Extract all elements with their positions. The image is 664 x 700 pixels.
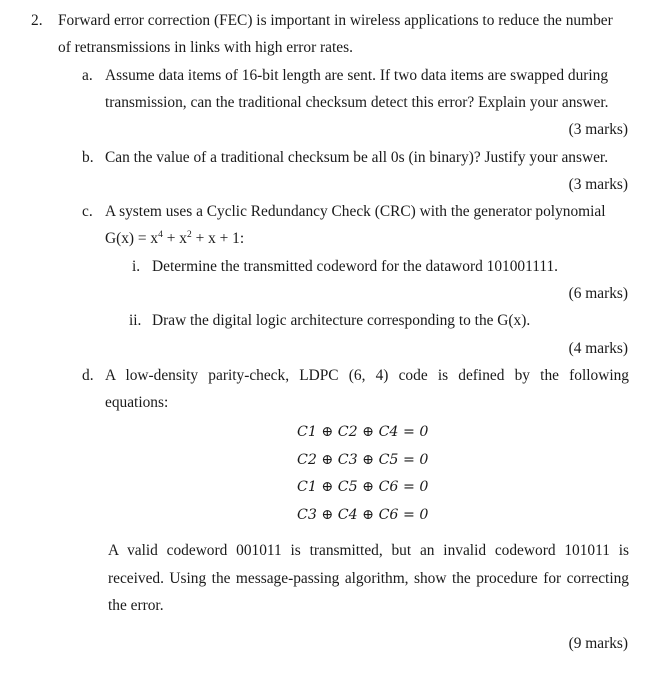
part-c-i-text: Determine the transmitted codeword for the dataword 101001111.: [152, 258, 559, 275]
ldpc-equation-2: C2 ⊕ C3 ⊕ C5 = 0: [297, 452, 429, 468]
part-d-marks: (9 marks): [568, 635, 628, 652]
question-intro-line-1: Forward error correction (FEC) is important in wireless applications to reduce the number: [58, 12, 613, 29]
part-d-label: d.: [82, 367, 94, 384]
part-d-line-2: equations:: [105, 394, 169, 411]
part-b-line-1: Can the value of a traditional checksum be all 0s (in binary)? Justify your answer.: [105, 149, 609, 166]
part-c-i-label: i.: [132, 258, 141, 275]
part-d-para-line-1: A valid codeword 001011 is transmitted, but an invalid codeword 101011 is: [108, 542, 629, 559]
poly-exp-2: 2: [186, 230, 192, 240]
question-intro-line-2: of retransmissions in links with high error rates.: [58, 39, 353, 56]
part-d-para-line-3: the error.: [108, 597, 164, 614]
poly-exp-1: 4: [158, 230, 163, 240]
ldpc-equation-4: C3 ⊕ C4 ⊕ C6 = 0: [297, 507, 429, 523]
part-c-line-1: A system uses a Cyclic Redundancy Check (CRC) with the generator polynomial: [105, 203, 606, 220]
part-c-label: c.: [82, 203, 93, 220]
part-a-label: a.: [82, 67, 93, 84]
part-a-line-2: transmission, can the traditional checksum detect this error? Explain your answer.: [105, 94, 609, 111]
part-c-ii-label: ii.: [129, 312, 142, 329]
poly-lhs: G(x) = x: [105, 230, 159, 247]
poly-rhs: + x + 1:: [191, 230, 245, 247]
part-b-label: b.: [82, 149, 94, 166]
ldpc-equation-3: C1 ⊕ C5 ⊕ C6 = 0: [297, 479, 429, 495]
part-c-ii-marks: (4 marks): [568, 340, 628, 357]
part-b-marks: (3 marks): [568, 176, 628, 193]
generator-polynomial: [105, 230, 244, 248]
part-a-marks: (3 marks): [568, 121, 628, 138]
part-c-ii-text: Draw the digital logic architecture corresponding to the G(x).: [152, 312, 531, 329]
part-d-line-1: A low-density parity-check, LDPC (6, 4) code is defined by the following: [105, 367, 629, 384]
question-number: 2.: [31, 12, 43, 29]
poly-mid: + x: [162, 230, 187, 247]
part-d-para-line-2: received. Using the message-passing algorithm, show the procedure for correcting: [108, 570, 629, 587]
ldpc-equation-1: C1 ⊕ C2 ⊕ C4 = 0: [297, 424, 429, 440]
part-a-line-1: Assume data items of 16-bit length are sent. If two data items are swapped during: [105, 67, 609, 84]
part-c-i-marks: (6 marks): [568, 285, 628, 302]
